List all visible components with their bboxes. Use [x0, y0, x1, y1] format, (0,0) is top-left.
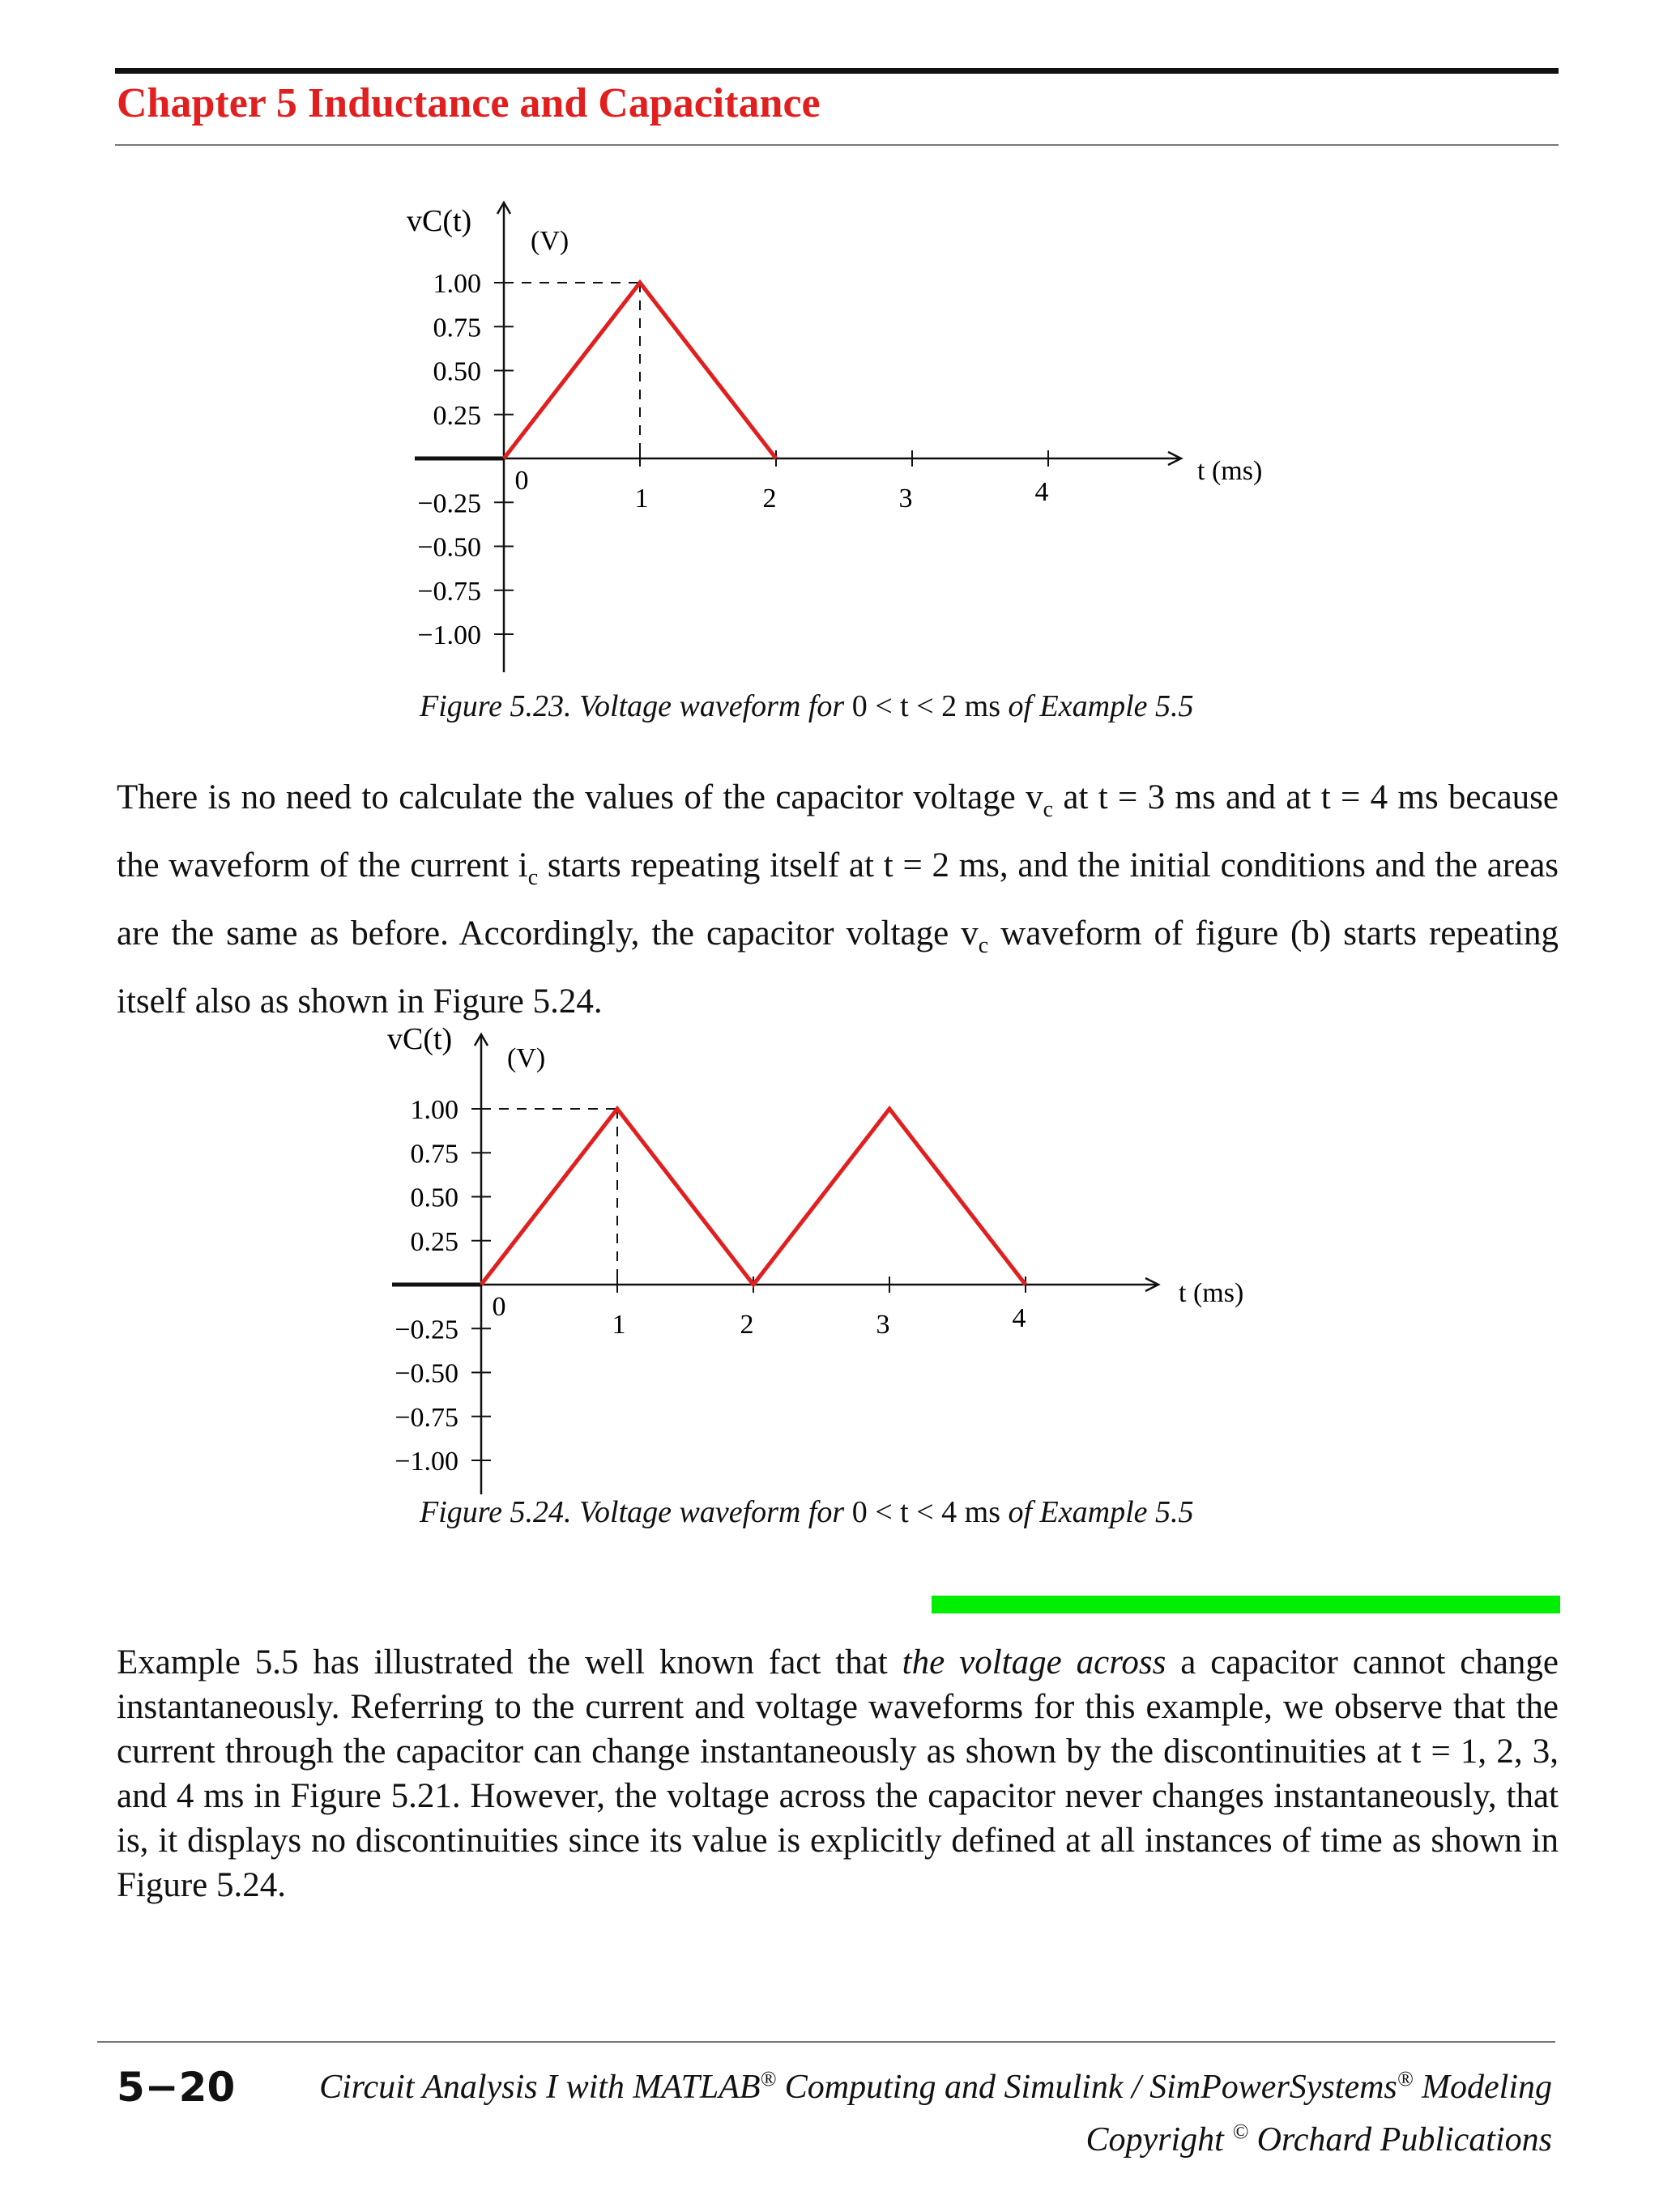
y-tick-label: 0.50	[433, 356, 481, 387]
y-tick-label: 0.75	[433, 313, 481, 343]
x-tick-label: 4	[1034, 477, 1049, 507]
caption-suffix: of Example 5.5	[1008, 1495, 1194, 1529]
y-tick-label: −0.75	[417, 576, 481, 607]
emphasis: the voltage across	[902, 1643, 1166, 1681]
text: a capacitor cannot change instantaneously. Referring to the current and voltage waveforms for this example, we observe that the current through the capacitor can change instantaneously as shown by the discontinuities at	[117, 1643, 1559, 1771]
x-tick-label: 4	[1012, 1303, 1026, 1333]
unit-label: (V)	[507, 1043, 546, 1073]
x-axis-label: t (ms)	[1197, 456, 1263, 486]
text: There is no need to calculate the values of the capacitor voltage	[117, 778, 1016, 816]
x-tick-label: 0	[514, 466, 529, 496]
paragraph-2	[117, 1640, 1559, 1907]
top-rule	[115, 68, 1559, 74]
text: in Figure 5.21. However, the voltage across the capacitor never changes instantaneously, that is, it displays no discontinuities since its value is explicitly defined at all instances of time as shown in Figure 5.24.	[117, 1777, 1559, 1904]
x-tick-label: 3	[898, 484, 913, 514]
text: Modeling	[1413, 2069, 1552, 2106]
math: t = 3 ms	[1098, 778, 1216, 816]
y-axis-label: vC(t)	[387, 1022, 453, 1056]
x-axis-label: t (ms)	[1179, 1278, 1244, 1308]
var-i: i	[518, 846, 528, 884]
registered-mark: ®	[760, 2067, 777, 2091]
sub-c: c	[527, 865, 539, 890]
axes	[415, 202, 1181, 672]
book-title	[319, 2067, 1552, 2107]
y-tick-label: −1.00	[394, 1447, 458, 1477]
text: Copyright	[1085, 2121, 1233, 2159]
y-tick-label: 0.50	[410, 1183, 458, 1213]
y-tick-label: 0.25	[433, 400, 481, 431]
caption-suffix: of Example 5.5	[1008, 689, 1194, 723]
ticks	[394, 1095, 1026, 1477]
caption-prefix: Figure 5.24. Voltage waveform for	[420, 1495, 845, 1529]
paragraph-1	[117, 769, 1559, 1029]
text: Example 5.5 has illustrated the well known fact that	[117, 1643, 888, 1681]
text: at	[1063, 778, 1089, 816]
voltage-series-line	[481, 1109, 1026, 1285]
figure-5-24-chart	[0, 1016, 1659, 1543]
text: Orchard Publications	[1248, 2121, 1552, 2159]
sub-c: c	[978, 933, 989, 958]
figure-5-23-caption	[420, 688, 1194, 724]
caption-math: 0 < t < 4 ms	[851, 1495, 1000, 1529]
x-tick-label: 1	[634, 484, 649, 514]
y-tick-label: 0.25	[410, 1226, 458, 1257]
y-tick-label: −0.50	[394, 1358, 458, 1389]
page-number: 5−20	[117, 2064, 236, 2111]
y-tick-label: −0.50	[417, 532, 481, 563]
y-tick-label: −0.25	[394, 1315, 458, 1345]
x-tick-label: 2	[740, 1310, 754, 1340]
copyright-icon: ©	[1232, 2120, 1249, 2143]
figure-5-23-chart	[0, 194, 1659, 729]
y-tick-label: −0.25	[417, 488, 481, 519]
copyright	[1086, 2120, 1552, 2159]
var-v: v	[1026, 778, 1043, 816]
figure-5-24-caption	[420, 1494, 1194, 1530]
chapter-title: Chapter 5 Inductance and Capacitance	[117, 80, 821, 126]
y-tick-label: −0.75	[394, 1402, 458, 1433]
x-tick-label: 2	[762, 484, 777, 514]
x-tick-label: 3	[876, 1310, 890, 1340]
math: t = 4 ms	[1320, 778, 1439, 816]
y-tick-label: 1.00	[410, 1095, 458, 1125]
var-v: v	[961, 914, 979, 953]
math: t = 1, 2, 3, and 4 ms	[117, 1733, 1559, 1815]
x-tick-label: 1	[612, 1310, 626, 1340]
text: waveform of figure (b) starts repeating itself also as shown in Figure 5.24.	[117, 914, 1559, 1021]
sub-c: c	[1043, 797, 1054, 822]
series-marks	[504, 283, 776, 458]
y-tick-label: −1.00	[417, 620, 481, 650]
text: , and the initial conditions and the areas are the same as before. Accordingly, the capacitor voltage	[117, 846, 1559, 953]
text: and at	[1225, 778, 1311, 816]
highlight-bar	[932, 1596, 1560, 1613]
math: t = 2 ms	[883, 846, 1000, 884]
chapter-rule	[115, 144, 1559, 146]
x-tick-label: 0	[492, 1292, 506, 1322]
y-tick-label: 1.00	[433, 269, 481, 299]
text: Circuit Analysis I with MATLAB	[319, 2069, 761, 2106]
text: Computing and Simulink / SimPowerSystems	[776, 2069, 1397, 2106]
y-tick-label: 0.75	[410, 1139, 458, 1170]
axes	[392, 1034, 1158, 1494]
unit-label: (V)	[531, 226, 569, 256]
text: starts repeating itself at	[547, 846, 874, 884]
series-marks	[481, 1109, 1026, 1285]
caption-prefix: Figure 5.23. Voltage waveform for	[420, 689, 845, 723]
caption-math: 0 < t < 2 ms	[851, 689, 1000, 723]
registered-mark: ®	[1397, 2067, 1414, 2091]
y-axis-label: vC(t)	[407, 204, 472, 238]
text: because the waveform of the current	[117, 778, 1559, 884]
ticks	[417, 269, 1048, 650]
footer-rule	[97, 2041, 1555, 2043]
